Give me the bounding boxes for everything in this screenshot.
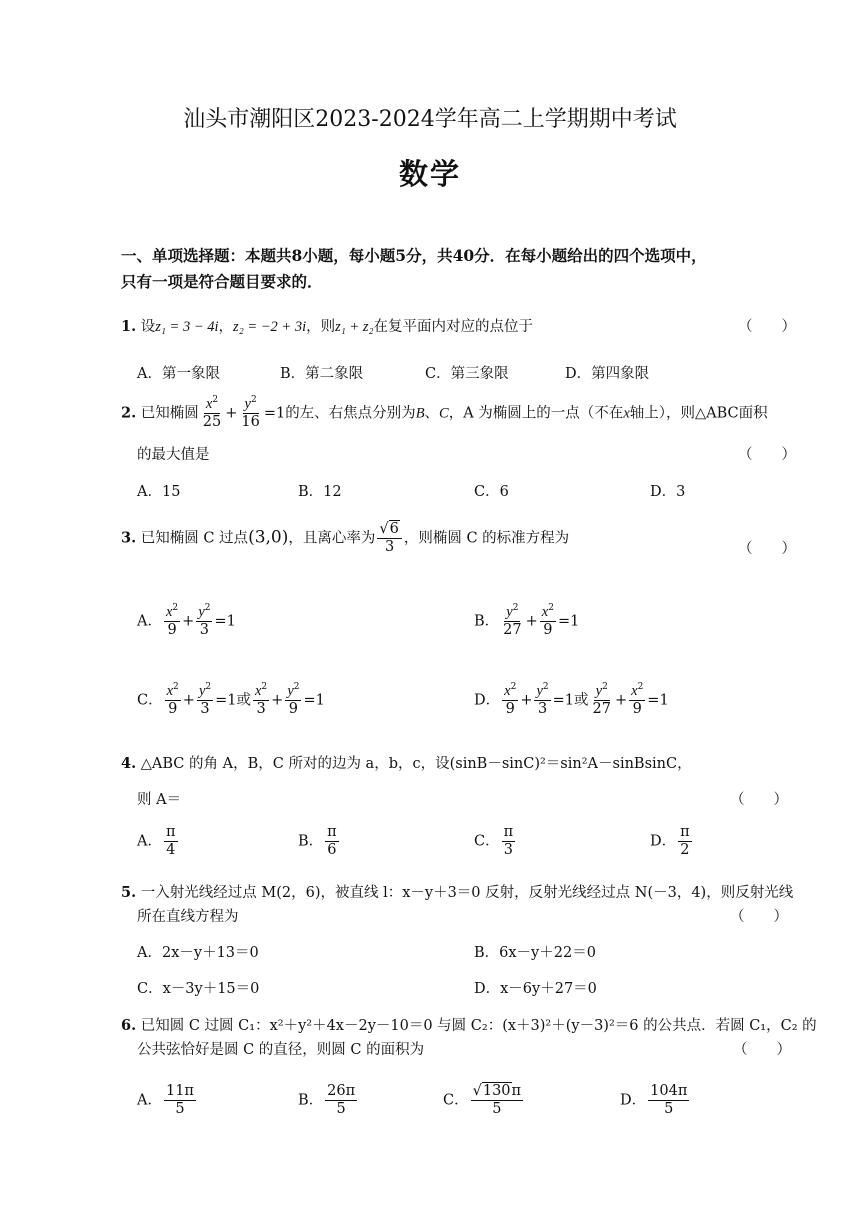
option-d: D．第四象限 <box>565 366 650 382</box>
option-c: C．第三象限 <box>425 366 509 382</box>
answer-paren: （ ） <box>738 541 796 557</box>
answer-paren: （ ） <box>733 1042 791 1058</box>
math-sum: z₁ + z₂ <box>335 319 374 335</box>
option-d: D．3 <box>650 484 686 500</box>
option-a: A． $\frac{\pi}{4}$ <box>137 824 176 859</box>
question-number: 4. <box>121 755 137 772</box>
subject-title: 数学 <box>398 157 461 191</box>
math-z2: z₂ = −2 + 3i <box>233 319 307 335</box>
question-number: 3. <box>121 529 137 547</box>
option-b: B． $\frac{y^2}{27}$ + $\frac{x^2}{9}$ =1 <box>474 603 580 639</box>
option-b: B．12 <box>298 484 342 500</box>
option-b: B． $\frac{\pi}{6}$ <box>298 824 337 859</box>
exam-title: 汕头市潮阳区2023-2024学年高二上学期期中考试 <box>183 107 677 132</box>
question-2-line2: 的最大值是 <box>137 447 210 463</box>
section-heading-line1: 一、单项选择题：本题共8小题，每小题5分，共40分．在每小题给出的四个选项中， <box>121 246 707 265</box>
fraction: $\frac{x^2}{25}$ <box>202 395 222 431</box>
option-d: D． $\frac{x^2}{9}$ + $\frac{y^2}{3}$ =1或 $\frac{y^2}{27}$ + $\frac{x^2}{9}$ =1 <box>474 682 669 718</box>
option-c: C．6 <box>474 484 509 500</box>
option-d: D． $\frac{104\pi}{5}$ <box>620 1083 688 1118</box>
option-d: D．x－6y＋27＝0 <box>474 981 597 997</box>
answer-paren: （ ） <box>738 447 796 463</box>
question-number: 2. <box>121 404 137 422</box>
question-4: 4. △ABC 的角 A，B，C 所对的边为 a，b，c，设(sinB－sinC)²＝sin²A－sinBsinC， <box>121 755 692 772</box>
question-5-line2: 所在直线方程为 <box>137 909 239 925</box>
answer-paren: （ ） <box>730 792 788 808</box>
question-number: 6. <box>121 1017 137 1034</box>
question-1: 1. 设z₁ = 3 − 4i，z₂ = −2 + 3i，则z₁ + z₂在复平面内对应的点位于 <box>121 318 534 335</box>
question-number: 1. <box>121 318 137 335</box>
question-5: 5. 一入射光线经过点 M(2，6)，被直线 l：x－y＋3＝0 反射，反射光线经过点 N(－3，4)，则反射光线 <box>121 884 794 901</box>
option-c: C． $\frac{\pi}{3}$ <box>474 824 514 859</box>
option-b: B． $\frac{26\pi}{5}$ <box>298 1083 356 1118</box>
question-number: 5. <box>121 884 137 901</box>
option-b: B．6x－y＋22＝0 <box>474 945 596 961</box>
option-a: A． $\frac{11\pi}{5}$ <box>137 1083 194 1118</box>
answer-paren: （ ） <box>738 319 796 335</box>
question-6-line2: 公共弦恰好是圆 C 的直径，则圆 C 的面积为 <box>137 1042 425 1058</box>
option-d: D． $\frac{\pi}{2}$ <box>650 824 690 859</box>
question-4-line2: 则 A＝ <box>137 792 182 808</box>
option-a: A．2x－y＋13＝0 <box>137 945 259 961</box>
question-6: 6. 已知圆 C 过圆 C₁：x²＋y²＋4x－2y－10＝0 与圆 C₂：(x＋3)²＋(y－3)²＝6 的公共点．若圆 C₁，C₂ 的 <box>121 1017 817 1034</box>
option-c: C． $\frac{√130\pi}{5}$ <box>443 1083 522 1118</box>
math-z1: z₁ = 3 − 4i <box>155 319 219 335</box>
option-a: A． $\frac{x^2}{9}$ + $\frac{y^2}{3}$ =1 <box>137 603 236 639</box>
option-a: A．第一象限 <box>137 366 220 382</box>
section-heading-line2: 只有一项是符合题目要求的． <box>121 272 323 291</box>
question-2: 2. 已知椭圆 $\frac{x^2}{25}$ + $\frac{y^2}{16}$ =1的左、右焦点分别为B、C，A 为椭圆上的一点（不在x轴上），则△ABC面积 <box>121 395 768 431</box>
option-c: C．x－3y＋15＝0 <box>137 981 260 997</box>
option-a: A．15 <box>137 484 181 500</box>
answer-paren: （ ） <box>730 909 788 925</box>
fraction: $\frac{y^2}{16}$ <box>241 395 260 431</box>
question-3: 3. 已知椭圆 C 过点(3,0)，且离心率为 $\frac{√6}{3}$ ，则椭圆 C 的标准方程为 <box>121 521 570 556</box>
point: (3,0) <box>248 527 289 548</box>
option-b: B．第二象限 <box>280 366 364 382</box>
fraction: $\frac{√6}{3}$ <box>377 522 401 555</box>
option-c: C． $\frac{x^2}{9}$ + $\frac{y^2}{3}$ =1或 $\frac{x^2}{3}$ + $\frac{y^2}{9}$ =1 <box>137 682 325 718</box>
